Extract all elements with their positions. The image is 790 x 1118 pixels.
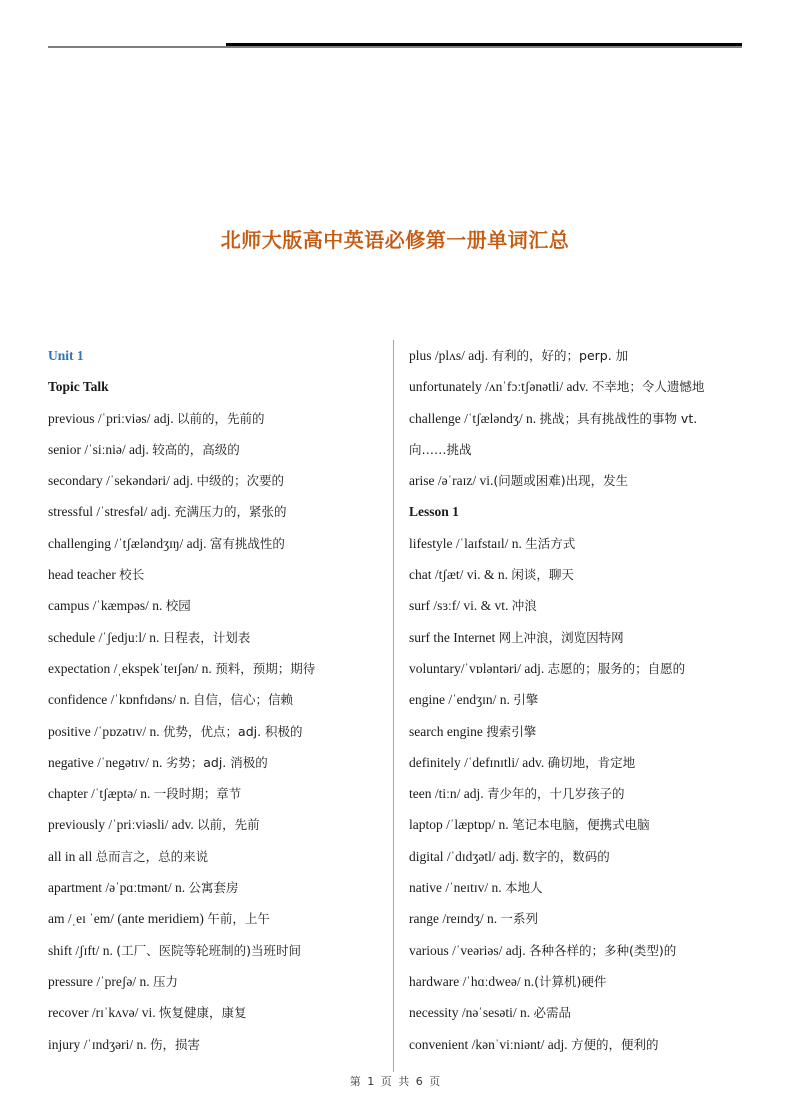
vocab-entry — [409, 940, 745, 971]
chinese-meaning: 生活方式 — [525, 535, 576, 551]
chinese-meaning: 较高的，高级的 — [152, 441, 240, 457]
vocab-entry — [48, 1034, 388, 1065]
chinese-meaning: 青少年的，十几岁孩子的 — [486, 786, 625, 802]
word-and-phonetic: search engine — [409, 723, 487, 739]
header-rule-black — [226, 43, 742, 46]
vocab-entry — [409, 627, 745, 658]
word-and-phonetic: surf /sɜːf/ vi. & vt. — [409, 598, 512, 614]
word-and-phonetic: pressure /ˈpreʃə/ n. — [48, 973, 153, 989]
chinese-meaning: 确切地，肯定地 — [547, 754, 636, 770]
chinese-meaning: 校园 — [165, 598, 191, 614]
chinese-meaning: 日程表，计划表 — [162, 629, 251, 645]
vocab-entry — [48, 533, 388, 564]
vocab-entry — [409, 814, 745, 845]
vocab-entry — [48, 1002, 388, 1033]
word-and-phonetic: digital /ˈdɪdʒətl/ adj. — [409, 848, 523, 864]
word-and-phonetic: hardware /ˈhɑːdweə/ n. — [409, 973, 535, 989]
chinese-meaning: 自信，信心；信赖 — [193, 692, 294, 708]
word-and-phonetic: definitely /ˈdefɪnɪtli/ adv. — [409, 754, 548, 770]
chinese-meaning: 中级的；次要的 — [196, 473, 284, 489]
chinese-meaning: 网上冲浪，浏览因特网 — [498, 629, 624, 645]
vocab-entry — [48, 689, 388, 720]
chinese-meaning: (计算机)硬件 — [534, 973, 607, 989]
header-rule-gray — [48, 46, 742, 48]
word-and-phonetic: arise /əˈraɪz/ vi. — [409, 473, 494, 489]
document-title: 北师大版高中英语必修第一册单词汇总 — [220, 228, 570, 252]
vocab-entry — [409, 658, 745, 689]
word-and-phonetic: recover /rɪˈkʌvə/ vi. — [48, 1005, 159, 1021]
vocab-entry — [409, 783, 745, 814]
word-and-phonetic: necessity /nəˈsesəti/ n. — [409, 1005, 534, 1021]
word-and-phonetic: lifestyle /ˈlaɪfstaɪl/ n. — [409, 535, 526, 551]
vocab-entry — [48, 908, 388, 939]
vocab-entry — [409, 376, 745, 407]
vocab-entry — [48, 814, 388, 845]
word-and-phonetic: teen /tiːn/ adj. — [409, 786, 487, 802]
chinese-meaning: 搜索引擎 — [486, 723, 537, 739]
vocab-entry — [409, 877, 745, 908]
chinese-meaning: 一段时期；章节 — [153, 786, 242, 802]
chinese-meaning: 公寓套房 — [188, 880, 239, 896]
word-and-phonetic: expectation /ˌekspekˈteɪʃən/ n. — [48, 660, 216, 676]
word-and-phonetic: convenient /kənˈviːniənt/ adj. — [409, 1036, 571, 1052]
vocab-entry — [409, 533, 745, 564]
word-and-phonetic: various /ˈveəriəs/ adj. — [409, 942, 529, 958]
chinese-meaning: 各种各样的；多种(类型)的 — [528, 942, 677, 958]
vocab-entry — [48, 940, 388, 971]
word-and-phonetic: laptop /ˈlæptɒp/ n. — [409, 817, 513, 833]
chinese-meaning: 不幸地；令人遗憾地 — [591, 379, 705, 395]
word-and-phonetic: all in all — [48, 848, 96, 864]
word-and-phonetic: confidence /ˈkɒnfɪdəns/ n. — [48, 692, 194, 708]
vocab-entry — [48, 752, 388, 783]
word-and-phonetic: challenging /ˈtʃæləndʒɪŋ/ adj. — [48, 535, 210, 551]
page-footer: 第 1 页 共 6 页 — [349, 1075, 441, 1088]
word-and-phonetic: chapter /ˈtʃæptə/ n. — [48, 786, 154, 802]
chinese-meaning: 挑战；具有挑战性的事物 vt. — [539, 410, 698, 426]
chinese-meaning: 笔记本电脑，便携式电脑 — [512, 817, 650, 833]
column-divider — [393, 340, 394, 1072]
vocab-entry — [48, 564, 388, 595]
chinese-meaning: (问题或困难)出现，发生 — [493, 473, 629, 489]
chinese-meaning: 恢复健康，康复 — [158, 1005, 247, 1021]
chinese-meaning: 向……挑战 — [409, 441, 472, 457]
word-and-phonetic: chat /tʃæt/ vi. & n. — [409, 567, 512, 583]
chinese-meaning: 充满压力的，紧张的 — [173, 504, 287, 520]
word-and-phonetic: am /ˌeɪ ˈem/ (ante meridiem) — [48, 911, 208, 927]
chinese-meaning: 劣势；adj. 消极的 — [165, 754, 268, 770]
vocab-entry — [48, 721, 388, 752]
chinese-meaning: 优势，优点；adj. 积极的 — [163, 723, 303, 739]
section-heading: Lesson 1 — [409, 504, 459, 520]
vocab-entry — [48, 627, 388, 658]
vocab-entry — [48, 470, 388, 501]
word-and-phonetic: unfortunately /ʌnˈfɔːtʃənətli/ adv. — [409, 379, 592, 395]
word-and-phonetic: previously /ˈpriːviəsli/ adv. — [48, 817, 198, 833]
chinese-meaning: 午前，上午 — [207, 911, 270, 927]
word-and-phonetic: plus /plʌs/ adj. — [409, 348, 492, 363]
word-and-phonetic: shift /ʃɪft/ n. — [48, 942, 117, 958]
word-and-phonetic: senior /ˈsiːniə/ adj. — [48, 441, 153, 457]
word-and-phonetic: challenge /ˈtʃæləndʒ/ n. — [409, 410, 540, 426]
chinese-meaning: 必需品 — [533, 1005, 571, 1021]
vocab-entry — [409, 689, 745, 720]
chinese-meaning: 伤，损害 — [149, 1036, 200, 1052]
vocab-entry — [409, 564, 745, 595]
word-and-phonetic: engine /ˈendʒɪn/ n. — [409, 692, 514, 708]
vocab-entry — [48, 439, 388, 470]
vocab-entry — [48, 783, 388, 814]
chinese-meaning: 方便的，便利的 — [570, 1036, 659, 1052]
chinese-meaning: 预料，预期；期待 — [215, 660, 316, 676]
word-and-phonetic: negative /ˈnegətɪv/ n. — [48, 754, 166, 770]
vocab-entry — [409, 971, 745, 1002]
word-and-phonetic: positive /ˈpɒzətɪv/ n. — [48, 723, 164, 739]
word-and-phonetic: apartment /əˈpɑːtmənt/ n. — [48, 880, 189, 896]
chinese-meaning: 总而言之，总的来说 — [95, 848, 209, 864]
vocab-entry — [409, 470, 745, 501]
word-and-phonetic: head teacher — [48, 567, 120, 583]
word-and-phonetic: stressful /ˈstresfəl/ adj. — [48, 504, 174, 520]
word-and-phonetic: secondary /ˈsekəndəri/ adj. — [48, 473, 197, 489]
vocab-entry — [48, 877, 388, 908]
word-and-phonetic: surf the Internet — [409, 629, 499, 645]
chinese-meaning: 引擎 — [513, 692, 539, 708]
word-and-phonetic: previous /ˈpriːviəs/ adj. — [48, 410, 177, 426]
vocab-entry — [409, 1034, 745, 1065]
vocab-entry — [48, 846, 388, 877]
vocab-entry — [48, 658, 388, 689]
vocab-entry — [409, 721, 745, 752]
unit-heading: Unit 1 — [48, 348, 84, 363]
left-column — [48, 345, 388, 1065]
chinese-meaning: 以前的，先前的 — [176, 410, 265, 426]
vocab-entry — [48, 971, 388, 1002]
chinese-meaning: 数字的，数码的 — [522, 848, 610, 864]
chinese-meaning: 校长 — [119, 567, 145, 583]
word-and-phonetic: injury /ˈɪndʒəri/ n. — [48, 1036, 150, 1052]
section-heading: Topic Talk — [48, 379, 109, 395]
chinese-meaning: 富有挑战性的 — [209, 535, 285, 551]
word-and-phonetic: range /reɪndʒ/ n. — [409, 911, 501, 927]
vocab-entry — [409, 908, 745, 939]
vocab-entry — [48, 595, 388, 626]
vocab-entry — [409, 595, 745, 626]
chinese-meaning: 压力 — [152, 973, 178, 989]
vocab-entry — [409, 752, 745, 783]
right-column — [409, 345, 745, 1065]
chinese-meaning: 本地人 — [504, 880, 543, 896]
vocab-entry — [409, 345, 745, 376]
word-and-phonetic: voluntary/ˈvɒləntəri/ adj. — [409, 660, 548, 676]
chinese-meaning: 以前，先前 — [197, 817, 260, 833]
chinese-meaning: 有利的，好的；perp. 加 — [491, 348, 629, 363]
vocab-entry — [409, 1002, 745, 1033]
chinese-meaning: (工厂、医院等轮班制的)当班时间 — [116, 942, 302, 958]
word-and-phonetic: schedule /ˈʃedjuːl/ n. — [48, 629, 163, 645]
vocab-entry — [48, 408, 388, 439]
vocab-entry — [409, 846, 745, 877]
chinese-meaning: 冲浪 — [511, 598, 537, 614]
chinese-meaning: 一系列 — [500, 911, 538, 927]
chinese-meaning: 闲谈，聊天 — [511, 567, 574, 583]
word-and-phonetic: native /ˈneɪtɪv/ n. — [409, 880, 505, 896]
vocab-entry — [409, 408, 745, 439]
vocab-entry — [409, 439, 745, 470]
chinese-meaning: 志愿的；服务的；自愿的 — [547, 660, 686, 676]
word-and-phonetic: campus /ˈkæmpəs/ n. — [48, 598, 166, 614]
vocab-entry — [48, 501, 388, 532]
